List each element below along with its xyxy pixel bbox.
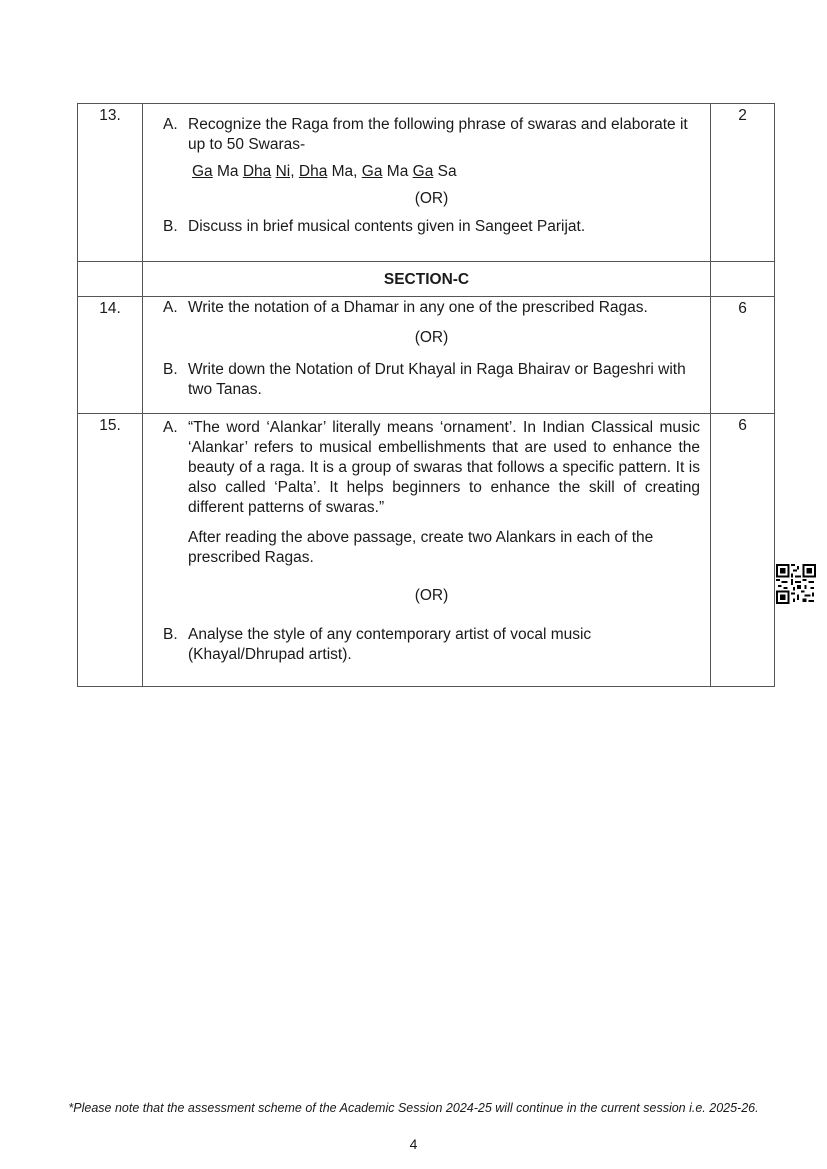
marks: 2 (738, 107, 747, 124)
question-number: 13. (99, 107, 121, 124)
option-text: Write down the Notation of Drut Khayal in Raga Bhairav or Bageshri with two Tanas. (188, 361, 686, 398)
option-text: After reading the above passage, create two Alankars in each of the prescribed Ragas. (188, 529, 654, 566)
passage-text: “The word ‘Alankar’ literally means ‘ornament’. In Indian Classical music ‘Alankar’ refers to musical embellishments that are used to enhance the beauty of a raga. It is a group of swaras that follows a specific pattern. It is also called ‘Palta’. It helps beginners to enhance the skill of creating different patterns of swaras.” (188, 419, 700, 516)
swara-note: Ma, (331, 163, 358, 180)
swara-note: Ni, (275, 163, 295, 180)
swara-phrase (192, 162, 700, 182)
option-label: A. (163, 419, 178, 436)
option-a-task (163, 528, 700, 568)
question-number: 14. (99, 300, 121, 317)
option-b (163, 625, 700, 665)
swara-note: Ga (192, 163, 213, 180)
option-a (163, 115, 700, 155)
question-number: 15. (99, 417, 121, 434)
marks: 6 (738, 417, 747, 434)
footer-note: *Please note that the assessment scheme of the Academic Session 2024-25 will continue in the current session i.e. 2025-26. (68, 1101, 759, 1115)
option-text: Discuss in brief musical contents given in Sangeet Parijat. (188, 218, 586, 235)
table-row (78, 414, 775, 687)
option-label: B. (163, 626, 178, 643)
swara-note: Ga (361, 163, 383, 180)
swara-note: Ma (386, 163, 409, 180)
swara-note: Dha (298, 163, 328, 180)
option-text: Write the notation of a Dhamar in any one of the prescribed Ragas. (188, 299, 648, 316)
option-label: B. (163, 218, 178, 235)
swara-note: Sa (437, 163, 457, 180)
swara-note: Ga (412, 163, 434, 180)
marks: 6 (738, 300, 747, 317)
option-b (163, 217, 700, 237)
section-heading: SECTION-C (383, 271, 470, 288)
option-a (163, 298, 700, 318)
question-table (77, 103, 775, 687)
swara-note: Dha (242, 163, 272, 180)
option-label: A. (163, 299, 178, 316)
table-row (78, 104, 775, 262)
option-b (163, 360, 700, 400)
page-number: 4 (409, 1136, 418, 1152)
option-a (163, 418, 700, 518)
or-separator: (OR) (414, 329, 449, 346)
or-separator: (OR) (414, 190, 449, 207)
table-row (78, 297, 775, 414)
option-text: Recognize the Raga from the following phrase of swaras and elaborate it up to 50 Swaras- (188, 116, 688, 153)
qr-code-icon (776, 564, 816, 604)
or-separator: (OR) (414, 587, 449, 604)
option-label: B. (163, 361, 178, 378)
option-label: A. (163, 116, 178, 133)
option-text: Analyse the style of any contemporary artist of vocal music (Khayal/Dhrupad artist). (188, 626, 592, 663)
swara-note: Ma (217, 163, 239, 180)
section-row (78, 262, 775, 297)
